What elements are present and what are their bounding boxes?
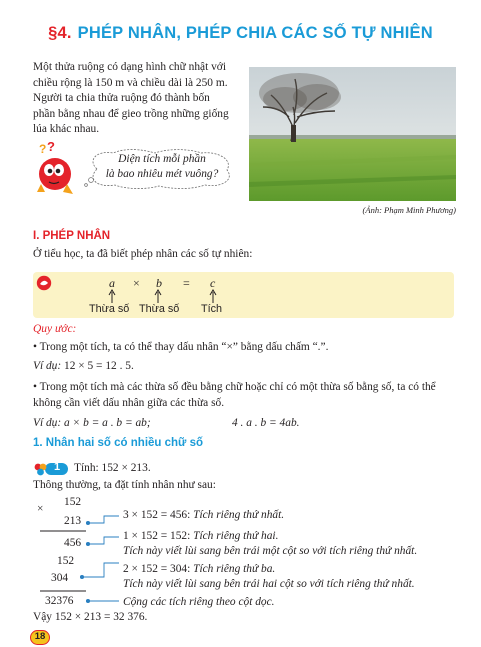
question-text [96,152,228,182]
intro-paragraph [33,60,245,138]
factor-label-2: Thừa số [139,303,180,315]
note-text: 1 × 152 = 152: [123,530,194,542]
partial-note-3 [123,563,275,575]
product-label: Tích [201,303,222,315]
example-label: Ví dụ: [33,417,62,429]
convention-rule-2: • Trong một tích mà các thừa số đều bằng chữ hoặc chỉ có một thừa số bằng số, ta có thể [33,381,436,393]
section-heading-multiplication: I. PHÉP NHÂN [33,230,111,242]
partial-product-3: 304 [51,572,69,584]
activity-intro: Thông thường, ta đặt tính nhân như sau: [33,479,216,491]
activity-number: 1 [54,461,61,473]
multiplier: 213 [64,515,82,527]
partial-product-2: 152 [57,555,75,567]
partial-note-2 [123,530,278,542]
convention-example-2b: 4 . a . b = 4ab. [232,417,300,429]
title-text: PHÉP NHÂN, PHÉP CHIA CÁC SỐ TỰ NHIÊN [77,24,433,42]
factor-label-1: Thừa số [89,303,130,315]
convention-example-1 [33,360,134,372]
note-text: 2 × 152 = 304: [123,563,194,575]
factor-b: b [156,276,162,290]
question-line: là bao nhiêu mét vuông? [105,168,219,180]
note-italic: Tích riêng thứ ba. [193,563,276,575]
rice-field-photo [249,67,456,201]
times-sign-vertical: × [37,503,44,515]
example-label: Ví dụ: [33,360,62,372]
activity-task: Tính: 152 × 213. [74,462,151,474]
svg-text:?: ? [39,142,47,156]
note-icon [36,275,52,291]
note-italic: Tích riêng thứ nhất. [193,509,285,521]
arrows [100,289,240,303]
calculation-lines [38,510,128,605]
intro-line: lúa khác nhau. [33,123,100,135]
intro-line: Một thửa ruộng có dạng hình chữ nhật với [33,61,226,73]
multiplicand: 152 [64,496,82,508]
subsection-heading: 1. Nhân hai số có nhiều chữ số [33,437,203,449]
svg-text:?: ? [47,140,55,154]
intro-line: chiều rộng là 150 m và chiều dài là 250 m. [33,76,228,89]
convention-rule-2-cont: không cần viết dấu nhân giữa các thừa số. [33,397,225,409]
intro-line: Người ta chia thửa ruộng đó thành bốn [33,92,210,104]
equals-sign: = [183,276,190,290]
section-intro-text: Ở tiểu học, ta đã biết phép nhân các số tự nhiên: [33,248,253,260]
page-number: 18 [34,631,46,642]
section-number: §4. [48,24,72,42]
mascot-icon [33,140,83,198]
question-line: Diện tích mỗi phần [118,153,206,165]
factor-a: a [109,276,115,290]
example-text: 12 × 5 = 12 . 5. [61,360,134,372]
sum-note: Cộng các tích riêng theo cột dọc. [123,596,275,608]
partial-product-1: 456 [64,537,82,549]
product-c: c [210,276,216,290]
convention-rule-1: • Trong một tích, ta có thể thay dấu nhân “×” bằng dấu chấm “.”. [33,341,329,353]
partial-note-2b: Tích này viết lùi sang bên trái một cột so với tích riêng thứ nhất. [123,545,418,557]
convention-title: Quy ước: [33,323,77,335]
partial-note-3b: Tích này viết lùi sang bên trái hai cột so với tích riêng thứ nhất. [123,578,415,590]
page-title [0,24,481,43]
activity-badge-icon [33,462,69,476]
final-result: 32376 [45,595,74,607]
conclusion: Vậy 152 × 213 = 32 376. [33,611,148,623]
photo-caption: (Ảnh: Phạm Minh Phương) [362,205,456,215]
intro-line: phần bằng nhau để gieo trồng những giống [33,107,229,120]
partial-note-1 [123,509,284,521]
convention-example-2 [33,417,151,429]
example-text: a × b = a . b = ab; [61,417,151,429]
times-sign: × [133,276,140,290]
note-italic: Tích riêng thứ hai. [193,530,279,542]
note-text: 3 × 152 = 456: [123,509,194,521]
